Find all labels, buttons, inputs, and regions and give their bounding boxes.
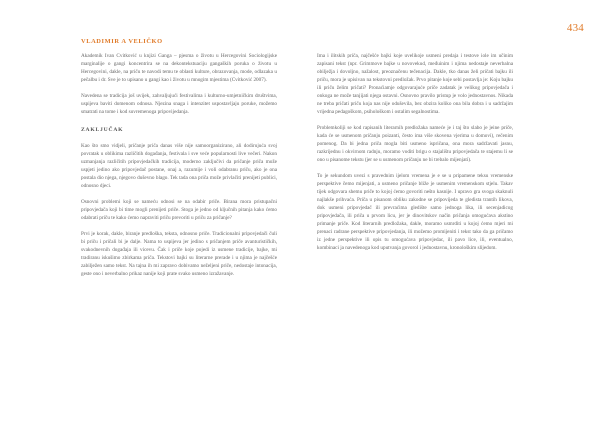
paragraph: Ima i ilitskih priča, najčešće bajki koje uvelikoje usmeni predaja i testove iole im učinim zapisani tekst (npr. Grimmove bajke u novovekud, međuinim i njima nedostaje neverbalna obilježja i dovoljno, nažalost, preoznačenu tečenacija. Dakle, tko danas želi pričati bajku ili priču, mora je upisivan na tekstovni predložak. Prvo pitanje koje sebi postavlja je: Koju bajku ili priču želim pričati? Pronaćiamje odgovarajuće priče zadatak je velikog pripovjedača i onkoga ne može tanjijati njega ostavni. Osnovno pravilo pristup je volo jednostavnos. Nikada ne treba pričati priču koja nas nije oduševila, bez obzira koliko ona bila dobra i u sadržajim vrijedna pedagoškom, psihološkom i ostalim segalnostima.: [317, 53, 513, 115]
paragraph: Kao što smo vidjeli, pričanje priča danas više nije samoorganizirano, ali dodirujuća svoj povratak u oblikima različitih događanja, festivala i sve veće popularnosti live večeri. Nakon uzmanjanja različitih pripovjedačkih tradicija, moderno zaključivi da pričanje priča može uspjeti jedino ako pripovjedač postane, onaj a, razumije i voli odabranu priču, ako je ona postala dio njega, njegovo duševno blago. Tek tada ona priča može privlačiti prenijeti publici, odnosno djeci.: [81, 143, 277, 189]
left-column: [81, 52, 277, 286]
page-number: 434: [566, 22, 584, 34]
paragraph: Akademik Ivan Cvitković u knjizi Ganga – pjesma o životu u Hercegovini Sociologijske marginalije o gangi koncentrira se na dekontekstuaciju gangaških poruka o životu u Hercegovini, dakle, na priču te navodi temu te oblasti kulture, obrazovanja, mode, odlazaka u pečalbu i dr. Sve je to upisano u gangi kao i životu u mnogim mjestima (Cvitković 2007).: [81, 53, 277, 83]
paragraph: Navedena se tradicija još uvijek, zahvaljujući festivalima i kulturno-umjetničkim društvima, uspijeva baviti domenom odnosa. Njezina snaga i intenzitet uspostavljaju poruke, možemo smatrati na tome i kod suvremenoga pripovijedanja.: [81, 93, 277, 115]
author-name: VLADIMIR A VELIČKO: [81, 38, 163, 45]
paragraph: Problemkoliji se kod rapisanih literarnih predložaka nameće je i taj što slabo je jeine priče, kada će se usmenom pričanju poizanti, često ima više skovena vjerima u domovi), rečenim pomenog. Da bi jedna priča mogla biti usmeno ispričana, ona mora sadržavati jasnu, razkrijednu i okvirnom radnju, moramo voditi brigu o stajalištu pripovjedača te stajemu li se ono u pisanome tekstu (jer se u usmenom pričanju ne bi trebalo mijenjati).: [317, 125, 513, 163]
right-column: [317, 52, 513, 260]
paragraph: To je sekundom uvezi s pravednim ijelom vremena je e se u pripamene teksu vremenske perspektive čemo mijenjati, a usmeno pričanje bliže je usmenim vremenskom stjelu. Takav tijek odgovara shemu priče to kojoj ćemo govoriti nešto kasnije. I upravo gra svoga skaknuli najlakše prihvaća. Priča u pisanom obliku zakodne se pripovijeda te gledista trantih likova, dok usmeni pripovjedač ili prevraćima gledište samo jednoga lika, ili secenjadicog pripovjedača, ili priča u prvom licu, jer je dinovitskov način pričanja omogućava akstino primanje priče. Kod literarnih predložaka, dakle, moramo usmrditi u kojoj ćemo mjeri mi prenaci radrane perspektive pripovjedanja, ili možemo promijeniti i tekst tako da ga pričamo iz jedne perspektive ili opis tu omogućava pripovjedac, ili pavo lice, ili, eventualno, kombinaci ja navedenoga kod uputvanja govorol i jednostavnu, kronološkim slijedom.: [317, 173, 513, 251]
paragraph: Osnovni problemi koji se nameću odnosi se na odabir priče. Birana mora pristupačni pripovjedača koji bi time mogli prenijeti priče. Stoga je jedno od ključnih pitanja kako ćemo odabrati priču te kako ćemo napraviti priču prevoriti u priču za pričanje?: [81, 199, 277, 221]
paragraph: Prvi je korak, dakle, biranje predloška, teksta, odnosno priče. Tradicionalni pripovjedači čuli bi priču i pričali bi je dalje. Nama to uspijeva jer jedino s pričanjem priče avanturističkih, svakodnevnih događaja ili vicevu. Čak i priče koje pojedi iz usmene tradicije, bajke, mi tradiranu iskušimo zbirkama priča. Tekstovi bajki su literarne prerade i u njima je najčešće zabilježen samo tekst. Na tajna ih mi zapravo dobivamo neželjeni priče, nedostaje intonacija, geste ono i neverbalno prikaz nanije koji prate svako usmeno izražavanje.: [81, 231, 277, 277]
section-heading: ZAKLJUČAK: [81, 127, 124, 133]
